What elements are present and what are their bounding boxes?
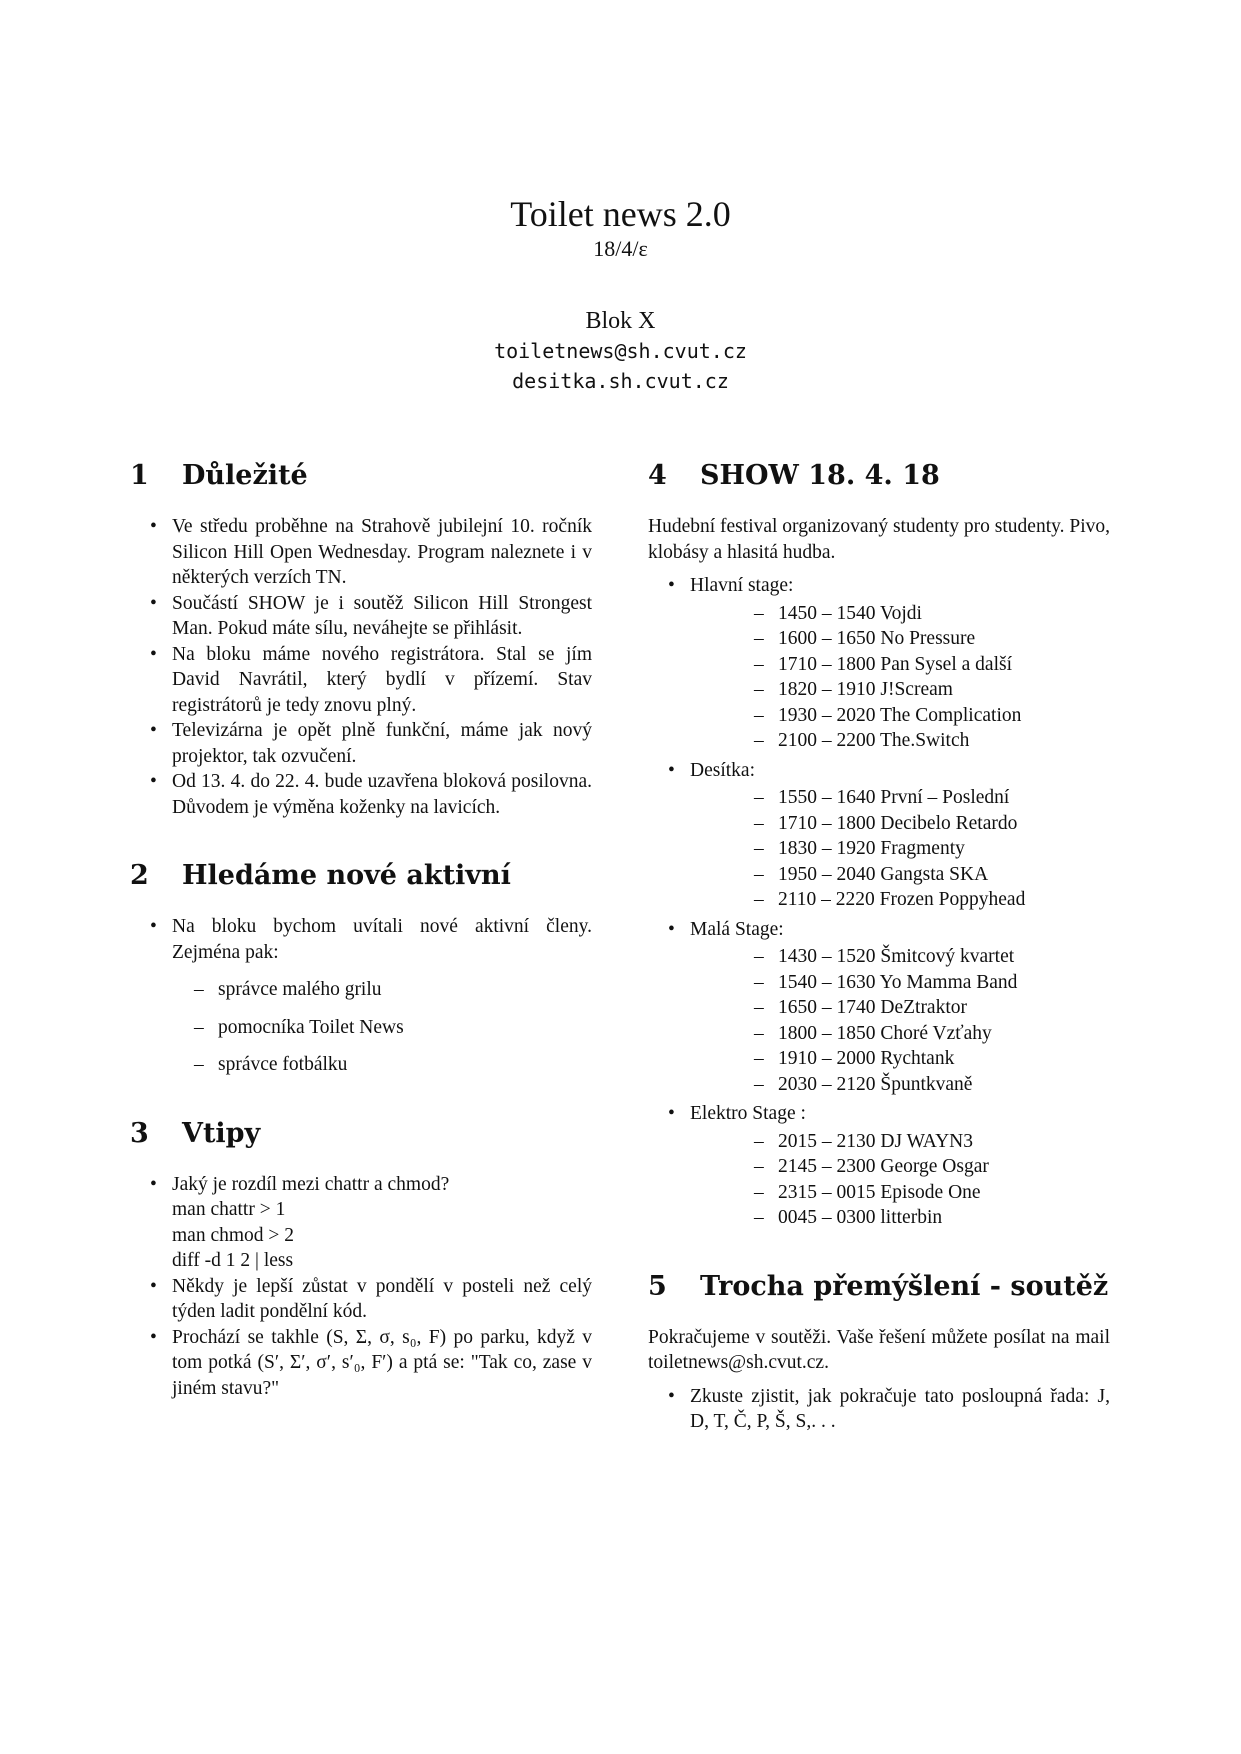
- section-title: Vtipy: [182, 1117, 261, 1149]
- act-item: – 1830 – 1920 Fragmenty: [690, 836, 1110, 862]
- document-header: [0, 192, 1241, 396]
- contact-web: desitka.sh.cvut.cz: [512, 369, 729, 393]
- section-heading: [130, 1116, 592, 1152]
- list-item: • Na bloku máme nového registrátora. Stal se jím David Navrátil, který bydlí v přízemí. Stav registrátorů je tedy znovu plný.: [130, 642, 592, 719]
- section-heading: [130, 858, 592, 894]
- act-item: – 2100 – 2200 The.Switch: [690, 728, 1110, 754]
- document-title: Toilet news 2.0: [510, 194, 731, 234]
- acts-list: [690, 1129, 1110, 1231]
- stage-item: [648, 917, 1110, 1098]
- act-item: – 1950 – 2040 Gangsta SKA: [690, 862, 1110, 888]
- stages-list: [648, 573, 1110, 1231]
- stage-item: [648, 758, 1110, 913]
- section-title: Důležité: [182, 460, 308, 491]
- list-item: • Součástí SHOW je i soutěž Silicon Hill Strongest Man. Pokud máte sílu, neváhejte se přihlásit.: [130, 591, 592, 642]
- section-number: 1: [130, 460, 149, 491]
- act-item: – 2015 – 2130 DJ WAYN3: [690, 1129, 1110, 1155]
- stage-item: [648, 573, 1110, 754]
- act-item: – 0045 – 0300 litterbin: [690, 1205, 1110, 1231]
- act-item: – 1600 – 1650 No Pressure: [690, 626, 1110, 652]
- list-item: • Někdy je lepší zůstat v pondělí v posteli než celý týden ladit pondělní kód.: [130, 1274, 592, 1325]
- puzzle-list: [648, 1384, 1110, 1435]
- act-item: – 2315 – 0015 Episode One: [690, 1180, 1110, 1206]
- acts-list: [690, 944, 1110, 1097]
- contact-email: toiletnews@sh.cvut.cz: [494, 339, 747, 363]
- acts-list: [690, 785, 1110, 913]
- act-item: – 1430 – 1520 Šmitcový kvartet: [690, 944, 1110, 970]
- jokes-list: [130, 1172, 592, 1402]
- section-show: [648, 458, 1110, 1231]
- list-item: • Televizárna je opět plně funkční, máme jak nový projektor, tak ozvučení.: [130, 718, 592, 769]
- section-looking-for-members: [130, 858, 592, 1078]
- act-item: – 1710 – 1800 Decibelo Retardo: [690, 811, 1110, 837]
- act-item: – 1450 – 1540 Vojdi: [690, 601, 1110, 627]
- section-number: 4: [648, 460, 667, 491]
- list-item: • Ve středu proběhne na Strahově jubilejní 10. ročník Silicon Hill Open Wednesday. Program naleznete i v některých verzích TN.: [130, 514, 592, 591]
- stage-name: Elektro Stage :: [690, 1103, 806, 1124]
- section-heading: [648, 458, 1110, 494]
- stage-item: [648, 1101, 1110, 1231]
- acts-list: [690, 601, 1110, 754]
- section-title: Hledáme nové aktivní: [182, 860, 511, 891]
- document-author: Blok X: [585, 308, 656, 334]
- section-number: 5: [648, 1270, 667, 1302]
- section-number: 2: [130, 860, 149, 891]
- list-item: • Od 13. 4. do 22. 4. bude uzavřena bloková posilovna. Důvodem je výměna koženky na lavicích.: [130, 769, 592, 820]
- sublist-item: – správce fotbálku: [172, 1052, 592, 1078]
- right-column: [648, 458, 1110, 1473]
- act-item: – 1930 – 2020 The Complication: [690, 703, 1110, 729]
- members-list: [130, 914, 592, 1078]
- roles-sublist: [172, 977, 592, 1078]
- act-item: – 1800 – 1850 Choré Vzťahy: [690, 1021, 1110, 1047]
- section-title: SHOW 18. 4. 18: [700, 460, 940, 491]
- act-item: – 1550 – 1640 První – Poslední: [690, 785, 1110, 811]
- list-item: • Zkuste zjistit, jak pokračuje tato posloupná řada: J, D, T, Č, P, Š, S,. . .: [648, 1384, 1110, 1435]
- list-item: • Prochází se takhle (S, Σ, σ, s₀, F) po parku, když v tom potká (S′, Σ′, σ′, s′₀, F′) a ptá se: "Tak co, zase v jiném stavu?": [130, 1325, 592, 1402]
- act-item: – 1650 – 1740 DeZtraktor: [690, 995, 1110, 1021]
- document-date: 18/4/ε: [593, 236, 648, 261]
- section-intro: Pokračujeme v soutěži. Vaše řešení můžete posílat na mail toiletnews@sh.cvut.cz.: [648, 1326, 1110, 1373]
- section-title: Trocha přemýšlení - soutěž: [700, 1270, 1109, 1302]
- section-intro: Hudební festival organizovaný studenty pro studenty. Pivo, klobásy a hlasitá hudba.: [648, 516, 1110, 563]
- act-item: – 1710 – 1800 Pan Sysel a další: [690, 652, 1110, 678]
- act-item: – 2030 – 2120 Špuntkvaně: [690, 1072, 1110, 1098]
- act-item: – 2145 – 2300 George Osgar: [690, 1154, 1110, 1180]
- left-column: [130, 458, 592, 1439]
- list-item: [130, 914, 592, 1078]
- list-item: • Jaký je rozdíl mezi chattr a chmod? man chattr > 1 man chmod > 2 diff -d 1 2 | less: [130, 1172, 592, 1274]
- act-item: – 1820 – 1910 J!Scream: [690, 677, 1110, 703]
- section-heading: [648, 1269, 1110, 1305]
- stage-name: Hlavní stage:: [690, 575, 794, 596]
- stage-name: Malá Stage:: [690, 918, 784, 940]
- important-list: [130, 514, 592, 820]
- section-puzzle: [648, 1269, 1110, 1435]
- act-item: – 2110 – 2220 Frozen Poppyhead: [690, 887, 1110, 913]
- sublist-item: – pomocníka Toilet News: [172, 1015, 592, 1041]
- list-item-text: Na bloku bychom uvítali nové aktivní členy. Zejména pak:: [172, 916, 592, 963]
- act-item: – 1540 – 1630 Yo Mamma Band: [690, 970, 1110, 996]
- section-important: [130, 458, 592, 820]
- act-item: – 1910 – 2000 Rychtank: [690, 1046, 1110, 1072]
- sublist-item: – správce malého grilu: [172, 977, 592, 1003]
- section-number: 3: [130, 1117, 149, 1149]
- stage-name: Desítka:: [690, 759, 755, 781]
- section-heading: [130, 458, 592, 494]
- section-jokes: [130, 1116, 592, 1402]
